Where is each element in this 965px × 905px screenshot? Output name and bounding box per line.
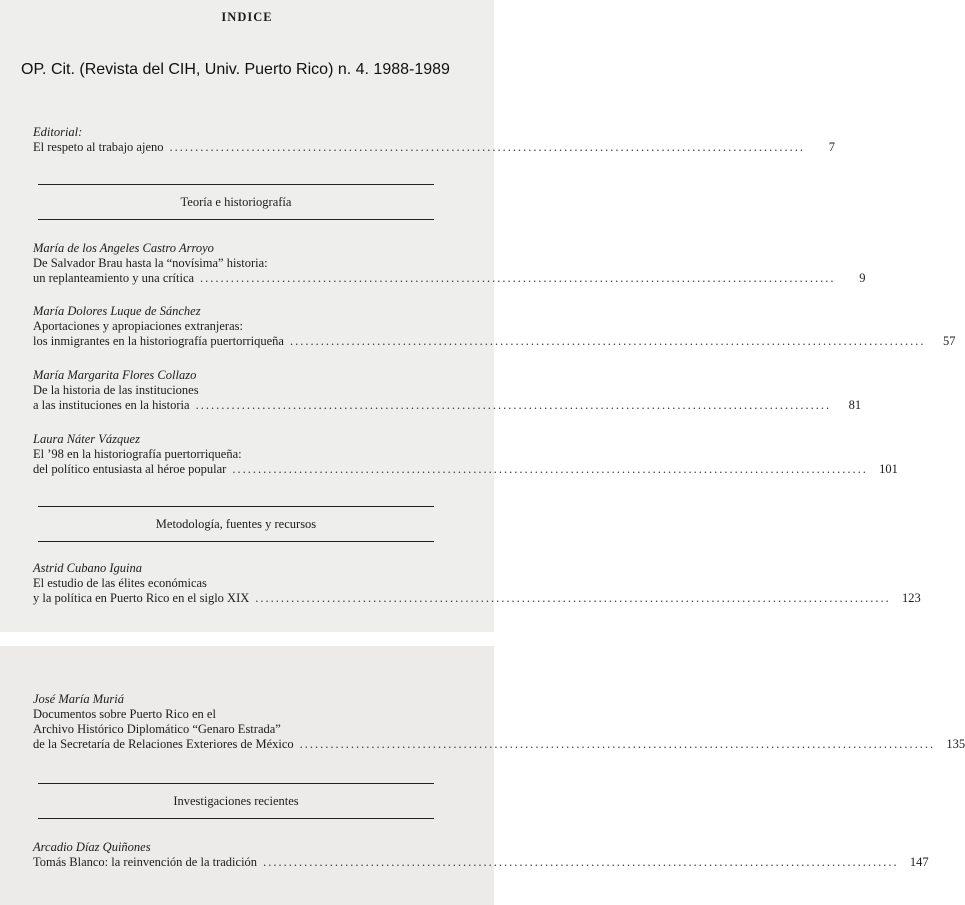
entry-title-line: El respeto al trabajo ajeno ............................................................................................................................ 7 [33,140,835,154]
leader-dots: ............................................................................................................................ [289,334,926,348]
entry-title-line: y la política en Puerto Rico en el siglo XIX ............................................................................................................................ 123 [33,591,921,605]
entry-title-line: de la Secretaría de Relaciones Exteriores de México ............................................................................................................................ 135 [33,737,965,751]
toc-entry-luque-de-sanchez [33,304,956,349]
entry-title-line: El ’98 en la historiografía puertorriqueña: [33,447,242,461]
toc-entry-diaz-quinones [33,840,929,870]
entry-author: María de los Angeles Castro Arroyo [33,241,214,255]
entry-author: Laura Náter Vázquez [33,432,140,446]
page-number: 147 [909,855,929,869]
entry-author: Arcadio Díaz Quiñones [33,840,151,854]
page-gap [0,632,494,646]
entry-title-line: un replanteamiento y una crítica ............................................................................................................................ 9 [33,271,866,285]
entry-title-line: los inmigrantes en la historiografía puertorriqueña ............................................................................................................................ 57 [33,334,956,348]
entry-title-line: del político entusiasta al héroe popular ............................................................................................................................ 101 [33,462,898,476]
entry-author: María Dolores Luque de Sánchez [33,304,201,318]
entry-title-line: Documentos sobre Puerto Rico en el [33,707,216,721]
citation-caption: OP. Cit. (Revista del CIH, Univ. Puerto Rico) n. 4. 1988-1989 [21,61,450,78]
entry-author: María Margarita Flores Collazo [33,368,197,382]
leader-dots: ............................................................................................................................ [263,855,899,869]
entry-author: Astrid Cubano Iguina [33,561,143,575]
leader-dots: ............................................................................................................................ [232,462,868,476]
entry-title-line: De la historia de las instituciones [33,383,199,397]
entry-author: Editorial: [33,125,83,139]
leader-dots: ............................................................................................................................ [200,271,836,285]
page-number: 7 [828,140,835,154]
entry-title-line: El estudio de las élites económicas [33,576,207,590]
page-number: 135 [946,737,965,751]
entry-author: José María Muriá [33,692,124,706]
leader-dots: ............................................................................................................................ [255,591,891,605]
page-number: 123 [902,591,921,605]
page-number: 81 [848,398,862,412]
entry-title-line: a las instituciones en la historia ............................................................................................................................ 81 [33,398,862,412]
page-number: 57 [942,334,956,348]
index-title: INDICE [221,10,273,24]
leader-dots: ............................................................................................................................ [169,140,805,154]
section-heading-teoria: Teoría e historiografía [38,184,434,220]
section-heading-metodologia: Metodología, fuentes y recursos [38,506,434,542]
entry-title-line: Tomás Blanco: la reinvención de la tradición ............................................................................................................................ 147 [33,855,929,869]
entry-title-line: Archivo Histórico Diplomático “Genaro Estrada” [33,722,281,736]
section-heading-investigaciones: Investigaciones recientes [38,783,434,819]
toc-entry-nater-vazquez [33,432,898,477]
leader-dots: ............................................................................................................................ [195,398,832,412]
toc-entry-castro-arroyo [33,241,866,286]
page-number: 9 [859,271,866,285]
toc-entry-cubano-iguina [33,561,921,606]
page-number: 101 [879,462,898,476]
entry-title-line: De Salvador Brau hasta la “novísima” historia: [33,256,268,270]
toc-entry-editorial [33,125,835,155]
toc-entry-muria [33,692,965,752]
toc-entry-flores-collazo [33,368,862,413]
leader-dots: ............................................................................................................................ [299,737,936,751]
entry-title-line: Aportaciones y apropiaciones extranjeras: [33,319,243,333]
